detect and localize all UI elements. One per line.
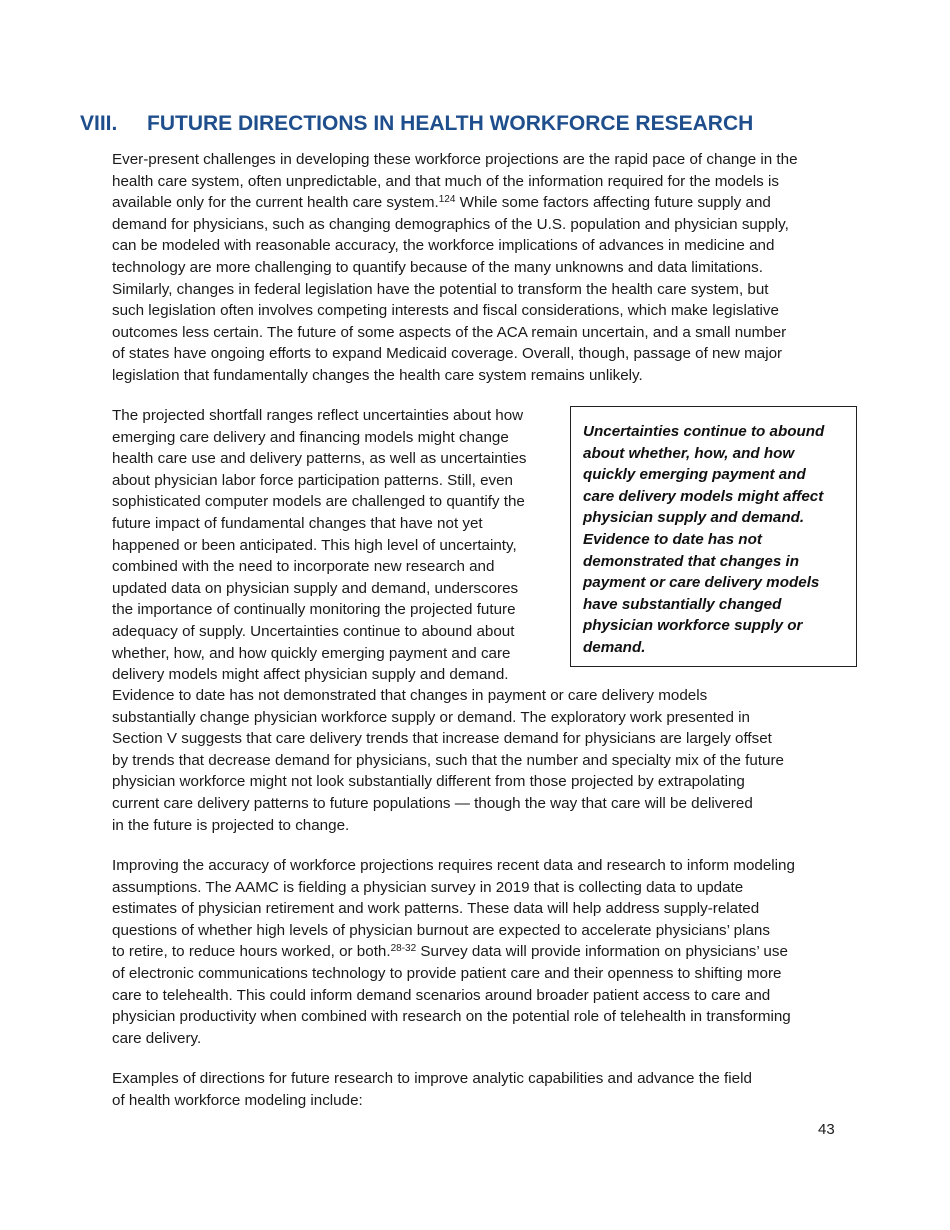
pull-quote-box [570,406,857,667]
section-heading [80,112,900,136]
paragraph-text: While some factors affecting future supply and demand for physicians, such as changing demographics of the U.S. population and physician supply, can be modeled with reasonable accuracy, the workforce implications of advances in medicine and technology are more challenging to quantify because of the many unknowns and data limitations. Similarly, changes in federal legislation have the potential to transform the health care system, but such legislation often involves competing interests and fiscal considerations, which make legislative outcomes less certain. The future of some aspects of the ACA remain uncertain, and a small number of states have ongoing efforts to expand Medicaid coverage. Overall, though, passage of new major legislation that fundamentally changes the health care system remains unlikely. [112,194,789,384]
paragraph-accuracy [112,855,852,1049]
paragraph-examples: Examples of directions for future research to improve analytic capabilities and advance the field of health workforce modeling include: [112,1070,752,1109]
paragraph-shortfall: The projected shortfall ranges reflect uncertainties about how emerging care delivery and financing models might change health care use and delivery patterns, as well as uncertainties about physician labor force participation patterns. Still, even sophisticated computer models are challenged to quantify the future impact of fundamental changes that have not yet happened or been anticipated. This high level of uncertainty, combined with the need to incorporate new research and updated data on physician supply and demand, underscores the importance of continually monitoring the projected future adequacy of supply. Uncertainties continue to abound about whether, how, and how quickly emerging payment and care delivery models might affect physician supply and demand. [112,407,527,684]
page-number: 43 [818,1121,835,1138]
paragraph-evidence: Evidence to date has not demonstrated that changes in payment or care delivery models substantially change physician workforce supply or demand. The exploratory work presented in Section V suggests that care delivery trends that increase demand for physicians are largely offset by trends that decrease demand for physicians, such that the number and specialty mix of the future physician workforce might not look substantially different from those projected by extrapolating current care delivery patterns to future populations — though the way that care will be delivered in the future is projected to change. [112,687,784,834]
paragraph-text: Survey data will provide information on physicians’ use of electronic communications technology to provide patient care and their openness to shifting more care to telehealth. This could inform demand scenarios around broader patient access to care and physician productivity when combined with research on the potential role of telehealth in transforming care delivery. [112,943,791,1047]
paragraph-challenges [112,149,852,387]
citation-superscript: 28-32 [390,943,417,955]
section-title: FUTURE DIRECTIONS IN HEALTH WORKFORCE RESEARCH [147,112,754,135]
paragraph-text: Improving the accuracy of workforce projections requires recent data and research to inform modeling assumptions. The AAMC is fielding a physician survey in 2019 that is collecting data to update estimates of physician retirement and work patterns. These data will help address supply-related questions of whether high levels of physician burnout are expected to accelerate physicians’ plans to retire, to reduce hours worked, or both. [112,857,795,961]
citation-superscript: 124 [438,194,456,206]
section-number: VIII. [80,112,118,135]
pull-quote-text: Uncertainties continue to abound about whether, how, and how quickly emerging payment and care delivery models might affect physician supply and demand. Evidence to date has not demonstrated that changes in payment or care delivery models have substantially changed physician workforce supply or demand. [583,423,825,656]
paragraph-text: Ever-present challenges in developing these workforce projections are the rapid pace of change in the health care system, often unpredictable, and that much of the information required for the models is available only for the current health care system. [112,151,798,212]
